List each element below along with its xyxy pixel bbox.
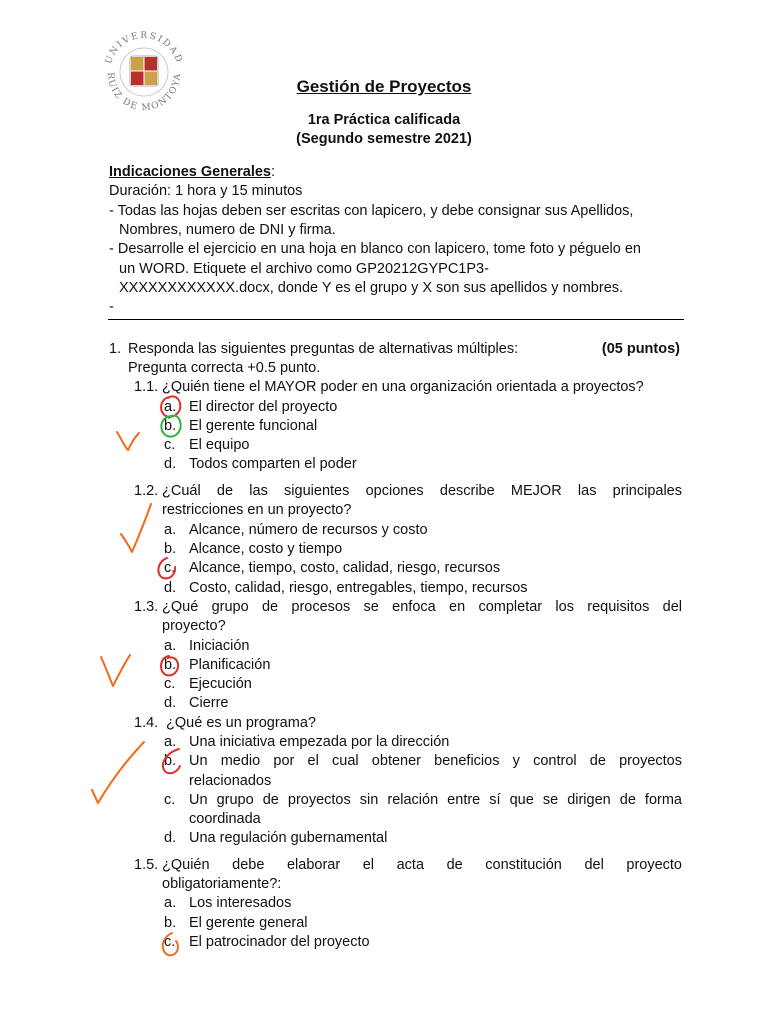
instruction-line-1b: Nombres, numero de DNI y firma. <box>119 222 336 238</box>
option-letter: a. <box>164 399 177 415</box>
section-number: 1. <box>109 341 122 357</box>
option-letter: a. <box>164 734 177 750</box>
option-letter: c. <box>164 792 176 808</box>
option-letter: b. <box>164 418 177 434</box>
option-text: Costo, calidad, riesgo, entregables, tiempo, recursos <box>189 580 528 596</box>
option-text: El director del proyecto <box>189 399 338 415</box>
option-text: Alcance, costo y tiempo <box>189 541 343 557</box>
check-mark-q1-4 <box>92 742 144 803</box>
question-number: 1.4. <box>134 715 159 731</box>
question-text-cont: restricciones en un proyecto? <box>162 502 352 518</box>
option-text: Todos comparten el poder <box>189 456 357 472</box>
question-number: 1.2. <box>134 483 159 499</box>
svg-text:UNIVERSIDAD: UNIVERSIDAD <box>103 30 185 66</box>
divider-line <box>108 319 684 320</box>
option-letter: a. <box>164 522 177 538</box>
option-text: Cierre <box>189 695 229 711</box>
question-text-cont: proyecto? <box>162 618 226 634</box>
option-text: Un grupo de proyectos sin relación entre sí que se dirigen de forma <box>189 792 682 808</box>
question-text-cont: obligatoriamente?: <box>162 876 282 892</box>
duration-text: Duración: 1 hora y 15 minutos <box>109 183 303 199</box>
option-letter: d. <box>164 830 177 846</box>
option-text: El gerente funcional <box>189 418 318 434</box>
option-letter: c. <box>164 676 176 692</box>
option-letter: b. <box>164 657 177 673</box>
option-letter: b. <box>164 541 177 557</box>
svg-text:RUIZ DE MONTOYA: RUIZ DE MONTOYA <box>104 71 184 114</box>
semester-subtitle: (Segundo semestre 2021) <box>296 131 472 147</box>
question-number: 1.3. <box>134 599 159 615</box>
section-prompt: Responda las siguientes preguntas de alternativas múltiples: <box>128 341 519 357</box>
option-text-cont: coordinada <box>189 811 261 827</box>
option-letter: b. <box>164 753 177 769</box>
question-text: ¿Qué es un programa? <box>162 715 316 731</box>
university-seal-logo <box>96 22 192 118</box>
section-scoring: Pregunta correcta +0.5 punto. <box>128 360 321 376</box>
check-mark-q1-3 <box>101 655 130 686</box>
option-text: El equipo <box>189 437 250 453</box>
option-letter: d. <box>164 580 177 596</box>
question-number: 1.5. <box>134 857 159 873</box>
option-letter: c. <box>164 934 176 950</box>
option-text: Una iniciativa empezada por la dirección <box>189 734 450 750</box>
question-text: ¿Quién tiene el MAYOR poder en una organización orientada a proyectos? <box>162 379 644 395</box>
option-letter: c. <box>164 437 176 453</box>
option-text: Planificación <box>189 657 271 673</box>
instruction-line-2b: un WORD. Etiquete el archivo como GP20212GYPC1P3- <box>119 261 489 277</box>
option-text: Alcance, número de recursos y costo <box>189 522 428 538</box>
option-text: Iniciación <box>189 638 250 654</box>
check-mark-q1-1 <box>117 432 139 450</box>
option-text: El patrocinador del proyecto <box>189 934 370 950</box>
option-text: Alcance, tiempo, costo, calidad, riesgo, recursos <box>189 560 501 576</box>
instruction-line-1a: - Todas las hojas deben ser escritas con lapicero, y debe consignar sus Apellidos, <box>109 203 634 219</box>
section-points: (05 puntos) <box>601 341 680 357</box>
question-text: ¿Qué grupo de procesos se enfoca en completar los requisitos del <box>162 599 682 615</box>
option-text: Ejecución <box>189 676 252 692</box>
question-text: ¿Cuál de las siguientes opciones describe MEJOR las principales <box>162 483 682 499</box>
option-letter: a. <box>164 638 177 654</box>
option-letter: c. <box>164 560 176 576</box>
option-letter: a. <box>164 895 177 911</box>
question-number: 1.1. <box>134 379 159 395</box>
option-letter: d. <box>164 695 177 711</box>
option-text: El gerente general <box>189 915 308 931</box>
practice-subtitle: 1ra Práctica calificada <box>307 112 461 128</box>
instruction-line-3: - <box>109 299 114 315</box>
instruction-line-2a: - Desarrolle el ejercicio en una hoja en blanco con lapicero, tome foto y péguelo en <box>109 241 641 257</box>
option-text: Un medio por el cual obtener beneficios y control de proyectos <box>189 753 682 769</box>
option-text: Una regulación gubernamental <box>189 830 388 846</box>
option-letter: b. <box>164 915 177 931</box>
option-text-cont: relacionados <box>189 773 272 789</box>
option-text: Los interesados <box>189 895 292 911</box>
check-mark-q1-2 <box>121 504 151 552</box>
instruction-line-2c: XXXXXXXXXXXX.docx, donde Y es el grupo y X son sus apellidos y nombres. <box>119 280 624 296</box>
instructions-heading: Indicaciones Generales: <box>109 164 276 180</box>
option-letter: d. <box>164 456 177 472</box>
question-text: ¿Quién debe elaborar el acta de constitución del proyecto <box>162 857 682 873</box>
document-title: Gestión de Proyectos <box>296 77 472 96</box>
